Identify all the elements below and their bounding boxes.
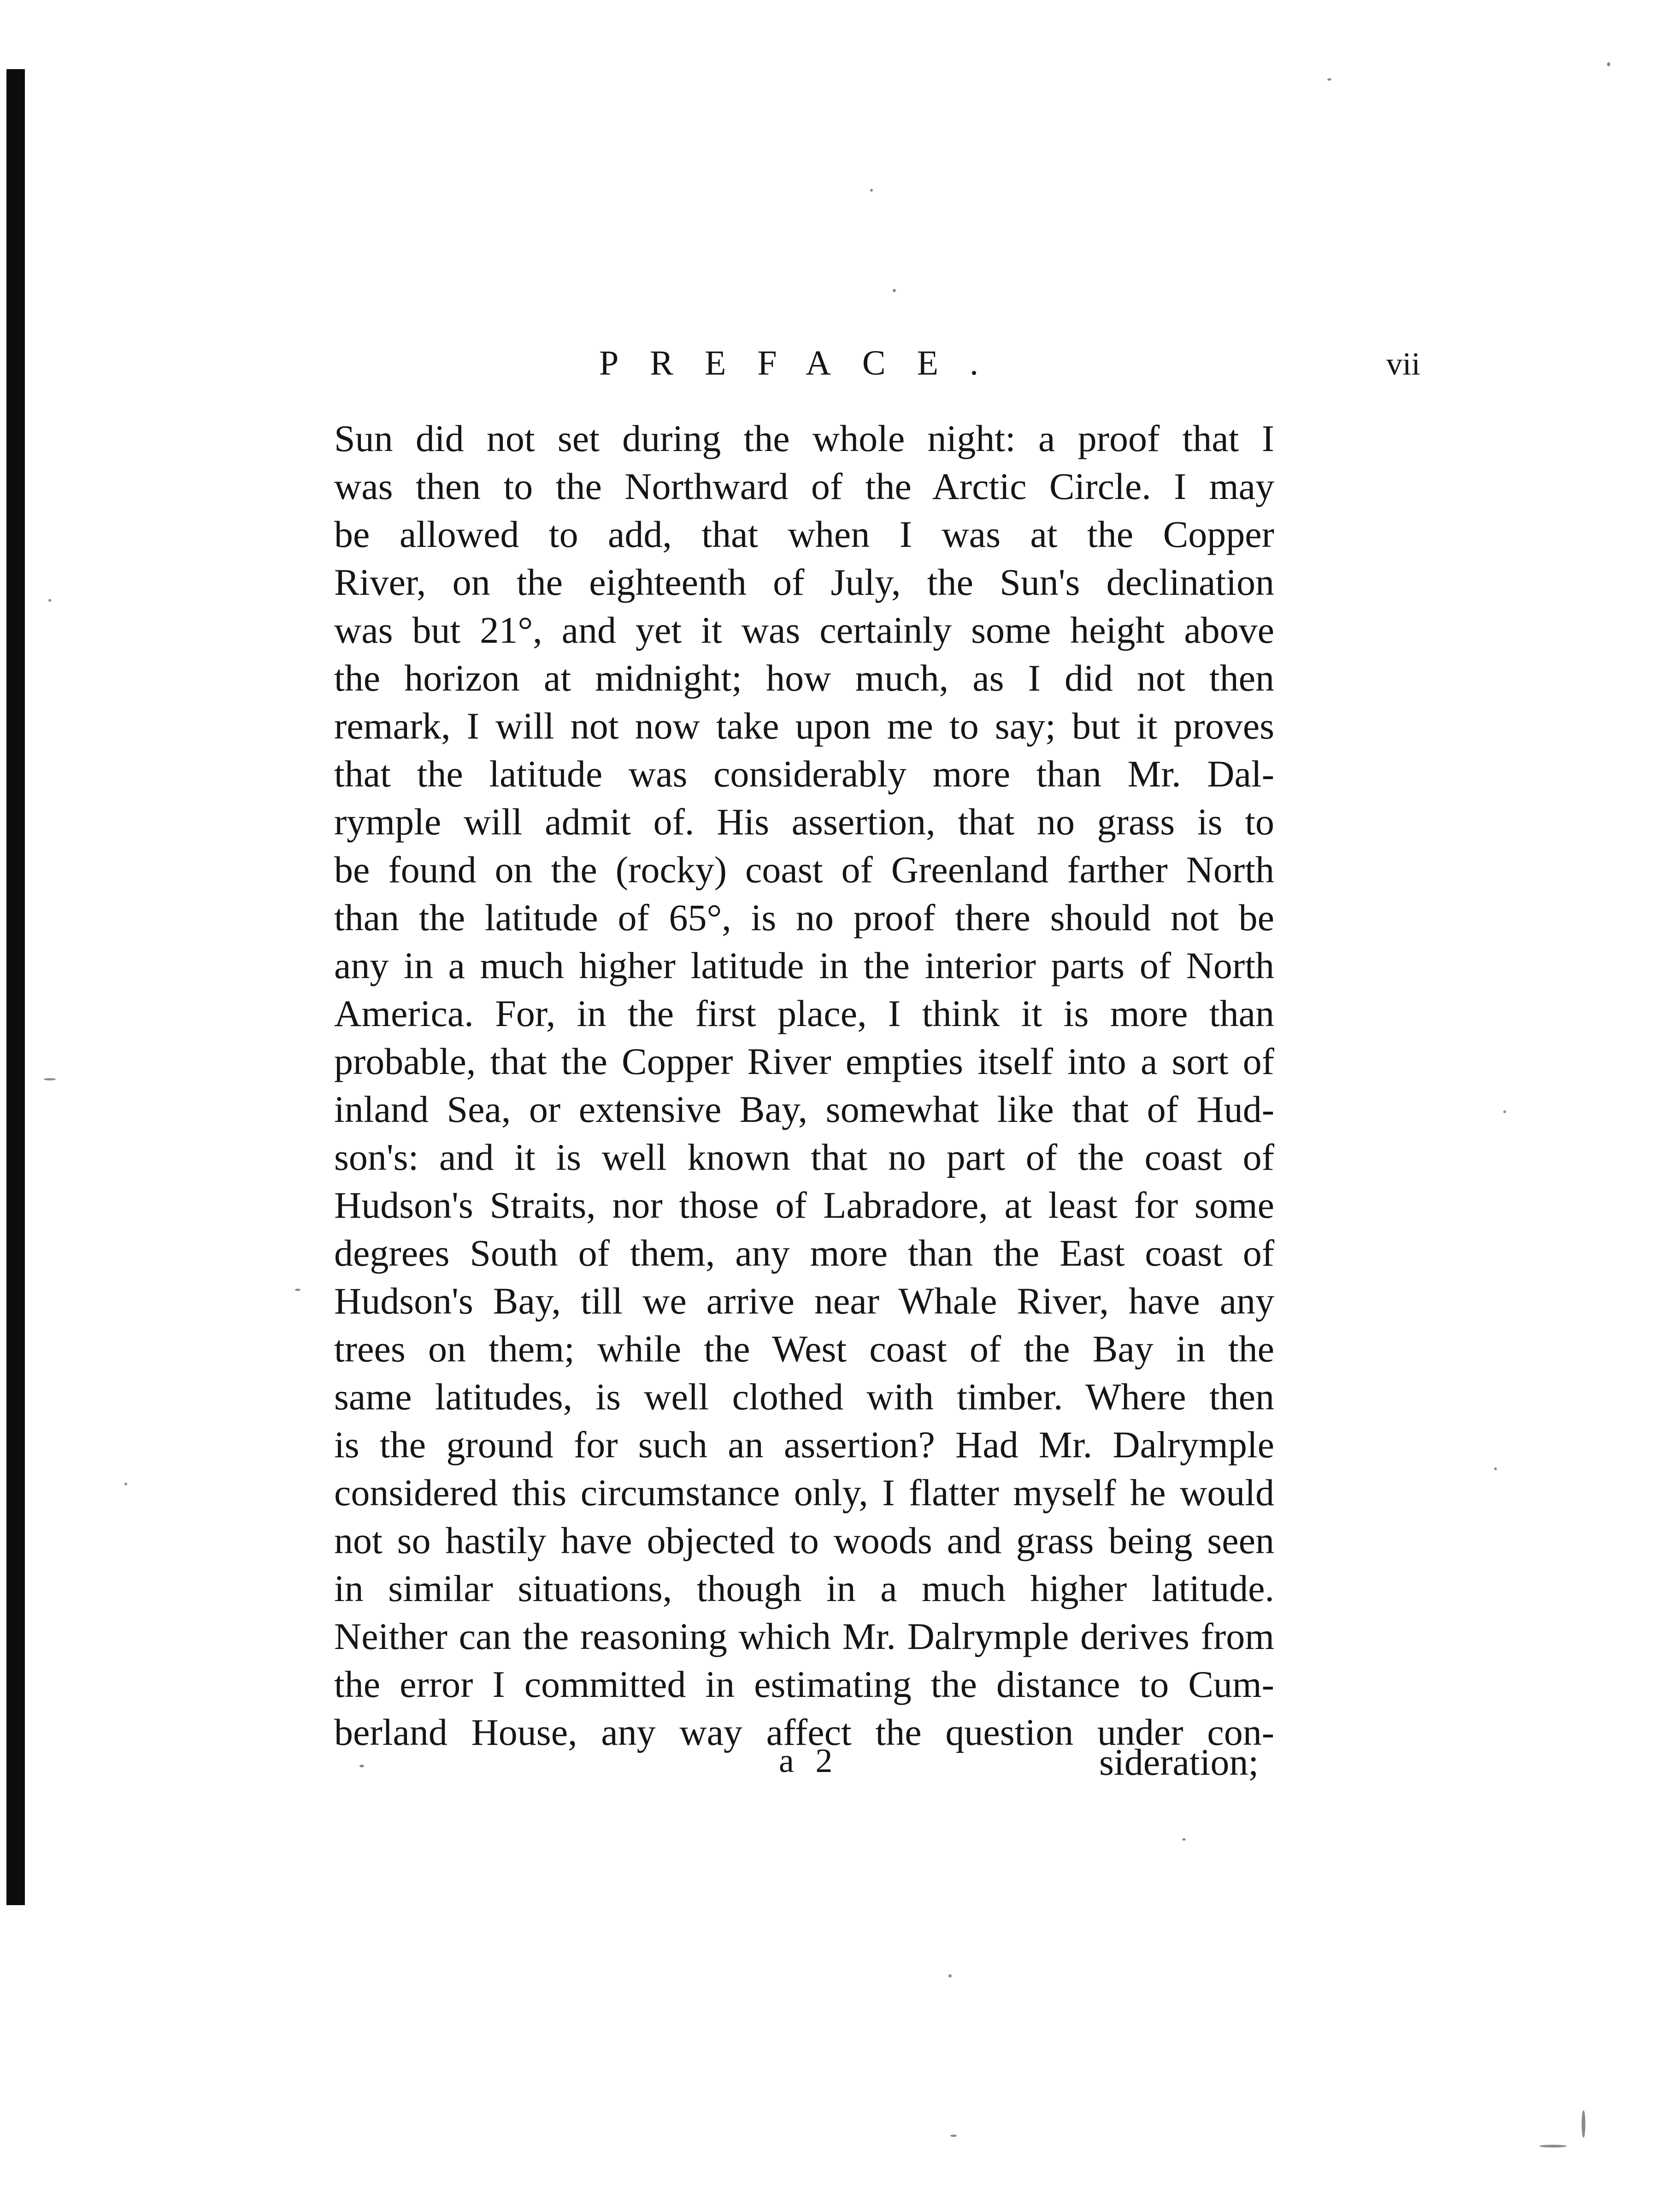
- scan-speck: [1539, 2145, 1567, 2147]
- text-line: Hudson's Bay, till we arrive near Whale River, have any: [334, 1280, 1274, 1322]
- scan-speck: [1327, 78, 1331, 81]
- page-number: vii: [1386, 346, 1420, 382]
- catchword: sideration;: [1099, 1741, 1259, 1783]
- scan-speck: [295, 1289, 300, 1291]
- running-head: PREFACE.: [599, 344, 1010, 382]
- text-line: be allowed to add, that when I was at the Copper: [334, 513, 1274, 555]
- scan-speck: [1182, 1838, 1186, 1841]
- text-line: Hudson's Straits, nor those of Labradore, at least for some: [334, 1184, 1274, 1226]
- scan-speck: [359, 1765, 364, 1767]
- text-line: degrees South of them, any more than the East coast of: [334, 1232, 1274, 1274]
- text-line: River, on the eighteenth of July, the Sun's declination: [334, 561, 1274, 603]
- text-line: is the ground for such an assertion? Had Mr. Dalrymple: [334, 1424, 1274, 1466]
- text-line: considered this circumstance only, I flatter myself he would: [334, 1472, 1274, 1514]
- scan-speck: [44, 1078, 56, 1080]
- scan-speck: [893, 289, 896, 292]
- text-line: Neither can the reasoning which Mr. Dalrymple derives from: [334, 1615, 1274, 1657]
- text-line: rymple will admit of. His assertion, that no grass is to: [334, 801, 1274, 843]
- text-line: berland House, any way affect the question under con-: [334, 1711, 1274, 1753]
- text-line: in similar situations, though in a much higher latitude.: [334, 1567, 1274, 1609]
- scan-speck: [1582, 2110, 1585, 2138]
- scan-speck: [1494, 1467, 1497, 1470]
- text-line: any in a much higher latitude in the interior parts of North: [334, 945, 1274, 986]
- scan-edge-shadow: [6, 69, 25, 1905]
- text-line: not so hastily have objected to woods and grass being seen: [334, 1520, 1274, 1561]
- scan-speck: [1607, 62, 1610, 66]
- text-line: same latitudes, is well clothed with timber. Where then: [334, 1376, 1274, 1418]
- text-line: Sun did not set during the whole night: a proof that I: [334, 417, 1274, 459]
- scan-speck: [124, 1483, 127, 1485]
- scan-speck: [948, 1974, 952, 1977]
- body-text: [334, 415, 1274, 1756]
- text-line: was but 21°, and yet it was certainly some height above: [334, 609, 1274, 651]
- text-line: son's: and it is well known that no part of the coast of: [334, 1136, 1274, 1178]
- scan-speck: [870, 189, 873, 192]
- scan-speck: [1503, 1110, 1506, 1113]
- text-line: probable, that the Copper River empties itself into a sort of: [334, 1040, 1274, 1082]
- text-line: remark, I will not now take upon me to say; but it proves: [334, 705, 1274, 747]
- text-line: America. For, in the first place, I think it is more than: [334, 992, 1274, 1034]
- text-line: trees on them; while the West coast of the Bay in the: [334, 1328, 1274, 1370]
- scan-speck: [48, 599, 51, 602]
- text-line: the error I committed in estimating the distance to Cum-: [334, 1663, 1274, 1705]
- text-line: inland Sea, or extensive Bay, somewhat like that of Hud-: [334, 1088, 1274, 1130]
- text-line: that the latitude was considerably more than Mr. Dal-: [334, 753, 1274, 795]
- text-line: the horizon at midnight; how much, as I did not then: [334, 657, 1274, 699]
- scan-speck: [950, 2135, 957, 2137]
- text-line: than the latitude of 65°, is no proof there should not be: [334, 897, 1274, 939]
- signature-mark: a 2: [779, 1742, 839, 1780]
- text-line: be found on the (rocky) coast of Greenland farther North: [334, 849, 1274, 891]
- text-line: was then to the Northward of the Arctic Circle. I may: [334, 465, 1274, 507]
